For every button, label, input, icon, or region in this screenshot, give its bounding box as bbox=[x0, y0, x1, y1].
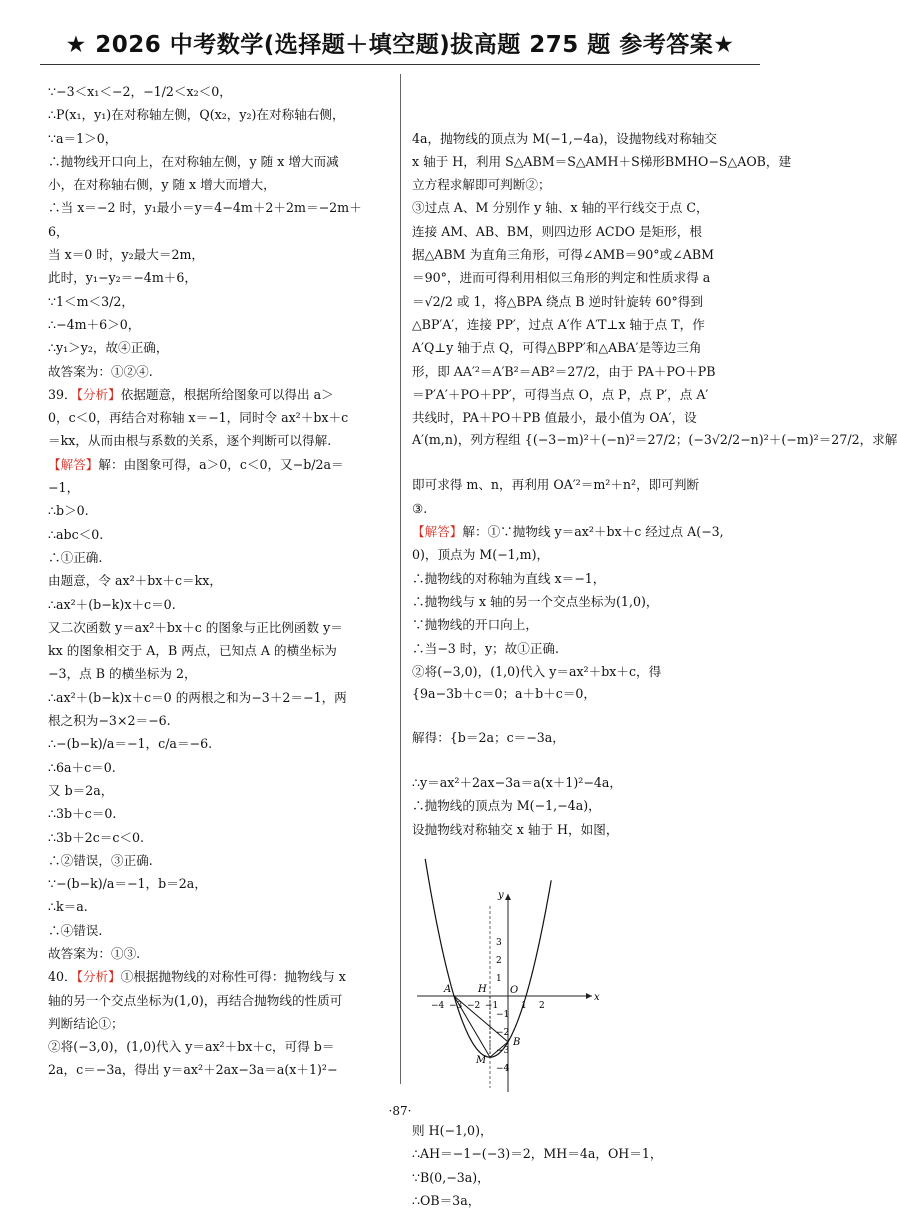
left-line: 故答案为：①③. bbox=[48, 945, 141, 961]
left-line: ∴b＞0. bbox=[48, 503, 89, 519]
label-a: A bbox=[444, 983, 452, 995]
x-tick-label: −4 bbox=[431, 1000, 445, 1011]
right-line: 设抛物线对称轴交 x 轴于 H，如图， bbox=[412, 821, 619, 837]
left-line: ∴①正确. bbox=[48, 549, 103, 565]
x-tick-label: 2 bbox=[539, 1000, 545, 1011]
right-line: ③过点 A、M 分别作 y 轴、x 轴的平行线交于点 C， bbox=[412, 200, 709, 216]
left-line: 小，在对称轴右侧，y 随 x 增大而增大， bbox=[48, 177, 276, 193]
left-line: ∵−(b−k)/a＝−1，b＝2a， bbox=[48, 876, 207, 892]
left-line: ＝kx，从而由根与系数的关系，逐个判断可以得解. bbox=[48, 433, 332, 449]
right-line: ∴OB＝3a， bbox=[412, 1192, 481, 1208]
y-axis-arrow-icon bbox=[505, 894, 511, 900]
right-line: 0)，顶点为 M(−1,m)， bbox=[412, 547, 550, 563]
left-line: ∴6a＋c＝0. bbox=[48, 759, 116, 775]
left-line: 40．【分析】①根据抛物线的对称性可得：抛物线与 x bbox=[48, 969, 346, 985]
y-tick-label: 1 bbox=[496, 973, 502, 984]
page-header-title: ★ 2026 中考数学(选择题＋填空题)拔高题 275 题 参考答案★ bbox=[65, 32, 735, 58]
left-line: ∴y₁＞y₂，故④正确， bbox=[48, 340, 169, 356]
left-line: 6， bbox=[48, 223, 69, 239]
right-column bbox=[412, 80, 897, 1212]
parabola-curve bbox=[425, 859, 551, 1057]
label-o: O bbox=[510, 984, 519, 996]
label-b: B bbox=[513, 1036, 521, 1048]
y-tick-label: −3 bbox=[496, 1045, 510, 1056]
right-line: 即可求得 m、n，再利用 OA′²＝m²＋n²，即可判断 bbox=[412, 477, 700, 493]
right-line: x 轴于 H，利用 S△ABM＝S△AMH＋S梯形BMHO−S△AOB，建 bbox=[412, 153, 792, 169]
right-line: A′(m,n)，列方程组 {(−3−m)²＋(−n)²＝27/2；(−3√2/2−n)²＋(−m)²＝27/2，求解 bbox=[412, 432, 897, 448]
right-line: ∴抛物线与 x 轴的另一个交点坐标为(1,0)， bbox=[412, 593, 659, 609]
right-line: ∵抛物线的开口向上， bbox=[412, 617, 538, 633]
left-line: 0，c＜0，再结合对称轴 x＝−1，同时令 ax²＋bx＋c bbox=[48, 410, 349, 426]
x-tick-label: −1 bbox=[485, 1000, 499, 1011]
y-tick-label: −2 bbox=[496, 1027, 510, 1038]
left-line: ∴3b＋2c＝c＜0. bbox=[48, 829, 145, 845]
left-line: ∴abc＜0. bbox=[48, 526, 104, 542]
x-axis-arrow-icon bbox=[586, 993, 592, 999]
label-h: H bbox=[478, 983, 487, 995]
column-divider bbox=[400, 74, 401, 1084]
y-tick-label: −4 bbox=[496, 1063, 510, 1074]
left-line: 轴的另一个交点坐标为(1,0)，再结合抛物线的性质可 bbox=[48, 992, 343, 1008]
left-line: 又 b＝2a， bbox=[48, 782, 114, 798]
x-tick-label: 1 bbox=[521, 1000, 527, 1011]
left-line: ∴−(b−k)/a＝−1，c/a＝−6. bbox=[48, 736, 213, 752]
left-column bbox=[48, 80, 390, 1082]
left-line: ∴②错误，③正确. bbox=[48, 852, 153, 868]
left-line: 【解答】解：由图象可得，a＞0，c＜0，又−b/2a＝ bbox=[48, 456, 344, 472]
left-line: kx 的图象相交于 A，B 两点，已知点 A 的横坐标为 bbox=[48, 643, 337, 659]
right-line: ∴当−3 时，y；故①正确. bbox=[412, 640, 560, 656]
left-line: ∴ax²＋(b−k)x＋c＝0. bbox=[48, 596, 176, 612]
left-line: ∴抛物线开口向上，在对称轴左侧，y 随 x 增大而减 bbox=[48, 153, 339, 169]
left-line: 根之积为−3×2＝−6. bbox=[48, 713, 171, 729]
label-x-axis: x bbox=[594, 991, 600, 1003]
left-line: ∴k＝a. bbox=[48, 899, 88, 915]
x-tick-label: −2 bbox=[467, 1000, 481, 1011]
right-line: ＝90°，进而可得利用相似三角形的判定和性质求得 a bbox=[412, 270, 711, 286]
left-line: ∴当 x＝−2 时，y₁最小＝y＝4−4m＋2＋2m＝−2m＋ bbox=[48, 200, 362, 216]
left-line: 又二次函数 y＝ax²＋bx＋c 的图象与正比例函数 y＝ bbox=[48, 619, 343, 635]
right-line: ∵B(0,−3a)， bbox=[412, 1169, 490, 1185]
left-line: 判断结论①； bbox=[48, 1015, 124, 1031]
left-line: 2a，c＝−3a，得出 y＝ax²＋2ax−3a＝a(x＋1)²− bbox=[48, 1062, 338, 1078]
right-line: 据△ABM 为直角三角形，可得∠AMB＝90°或∠ABM bbox=[412, 247, 714, 263]
right-line: ∴AH＝−1−(−3)＝2，MH＝4a，OH＝1， bbox=[412, 1146, 663, 1162]
right-line: △BP′A′，连接 PP′，过点 A′作 A′T⊥x 轴于点 T，作 bbox=[412, 316, 705, 332]
right-line: ∴抛物线的顶点为 M(−1,−4a)， bbox=[412, 798, 601, 814]
y-tick-label: 2 bbox=[496, 955, 502, 966]
left-line: ②将(−3,0)，(1,0)代入 y＝ax²＋bx＋c，可得 b＝ bbox=[48, 1039, 335, 1055]
right-line: ＝√2/2 或 1，将△BPA 绕点 B 逆时针旋转 60°得到 bbox=[412, 293, 703, 309]
right-line: 共线时，PA＋PO＋PB 值最小，最小值为 OA′，设 bbox=[412, 410, 697, 426]
right-line: {9a−3b＋c＝0；a＋b＋c＝0， bbox=[412, 686, 597, 702]
header-rule bbox=[40, 64, 760, 65]
page-number: ·87· bbox=[388, 1104, 412, 1118]
right-line: ③. bbox=[412, 500, 428, 516]
left-line: 39．【分析】依据题意，根据所给图象可以得出 a＞ bbox=[48, 386, 334, 402]
y-tick-label: 3 bbox=[496, 937, 502, 948]
left-line: −3，点 B 的横坐标为 2， bbox=[48, 666, 197, 682]
right-line: ②将(−3,0)，(1,0)代入 y＝ax²＋bx＋c，得 bbox=[412, 663, 662, 679]
left-line: ∵a＝1＞0， bbox=[48, 130, 118, 146]
left-line: ∴ax²＋(b−k)x＋c＝0 的两根之和为−3＋2＝−1，两 bbox=[48, 689, 347, 705]
right-line: 立方程求解即可判断②； bbox=[412, 177, 551, 193]
left-line: ∵−3＜x₁＜−2，−1/2＜x₂＜0， bbox=[48, 84, 232, 99]
x-tick-label: −3 bbox=[449, 1000, 463, 1011]
left-line: ∴④错误. bbox=[48, 922, 103, 938]
left-line: 当 x＝0 时，y₂最大＝2m， bbox=[48, 247, 204, 263]
left-line: ∵1＜m＜3/2， bbox=[48, 293, 135, 309]
right-line: 则 H(−1,0)， bbox=[412, 1122, 493, 1138]
left-line: ∴P(x₁，y₁)在对称轴左侧，Q(x₂，y₂)在对称轴右侧， bbox=[48, 107, 345, 123]
right-line: 【解答】解：①∵抛物线 y＝ax²＋bx＋c 经过点 A(−3, bbox=[412, 524, 724, 540]
right-line: 连接 AM、AB、BM，则四边形 ACDO 是矩形，根 bbox=[412, 223, 702, 239]
left-line: 由题意，令 ax²＋bx＋c＝kx， bbox=[48, 573, 222, 589]
left-line: ∴−4m＋6＞0， bbox=[48, 316, 141, 332]
right-line: A′Q⊥y 轴于点 Q，可得△BPP′和△ABA′是等边三角 bbox=[412, 340, 702, 356]
right-line: 4a，抛物线的顶点为 M(−1,−4a)，设抛物线对称轴交 bbox=[412, 130, 717, 146]
label-m: M bbox=[476, 1054, 487, 1066]
right-line: ∴y＝ax²＋2ax−3a＝a(x＋1)²−4a， bbox=[412, 775, 623, 791]
left-line: ∴3b＋c＝0. bbox=[48, 806, 117, 822]
left-line: −1， bbox=[48, 480, 80, 496]
left-line: 此时，y₁−y₂＝−4m＋6， bbox=[48, 270, 197, 286]
parabola-figure bbox=[412, 888, 612, 1096]
right-line: 形，即 AA′²＝A′B²＝AB²＝27/2，由于 PA＋PO＋PB bbox=[412, 363, 716, 379]
right-line: ＝P′A′＋PO＋PP′，可得当点 O，点 P，点 P′，点 A′ bbox=[412, 386, 709, 402]
right-line: ∴抛物线的对称轴为直线 x＝−1， bbox=[412, 570, 606, 586]
left-line: 故答案为：①②④. bbox=[48, 363, 153, 379]
right-line: 解得：{b＝2a；c＝−3a， bbox=[412, 730, 565, 746]
y-tick-label: −1 bbox=[496, 1009, 510, 1020]
label-y-axis: y bbox=[498, 889, 504, 901]
